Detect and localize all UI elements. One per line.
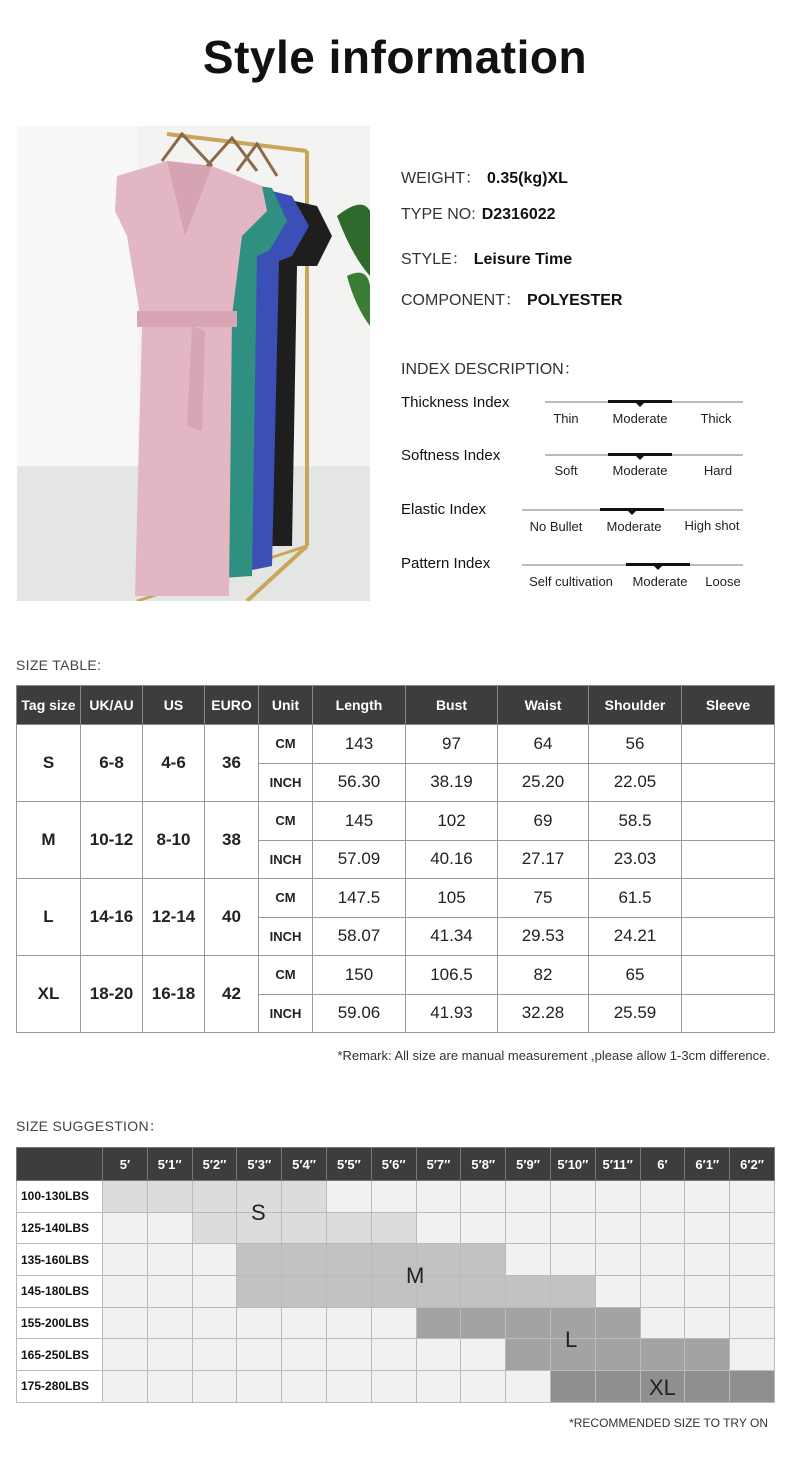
table-row: [17, 1212, 775, 1244]
table-row: [17, 1307, 775, 1339]
grid-cell: [416, 1307, 461, 1339]
table-cell: 4-6: [143, 725, 205, 802]
grid-cell: [685, 1276, 730, 1308]
height-header: 5′1″: [147, 1148, 192, 1181]
table-cell: 41.93: [406, 994, 498, 1033]
table-cell: INCH: [259, 840, 313, 879]
pattern-index-label: Pattern Index: [401, 555, 491, 572]
grid-cell: [730, 1276, 775, 1308]
table-cell: 56: [589, 725, 682, 764]
table-row: [17, 879, 775, 918]
grid-cell: [506, 1371, 551, 1403]
table-cell: 32.28: [498, 994, 589, 1033]
height-header: 5′3″: [237, 1148, 282, 1181]
grid-cell: [326, 1276, 371, 1308]
grid-cell: [326, 1371, 371, 1403]
suggestion-size-xl: XL: [649, 1375, 676, 1400]
height-header: 5′10″: [550, 1148, 595, 1181]
table-cell: 75: [498, 879, 589, 918]
height-header: 5′11″: [595, 1148, 640, 1181]
size-table-header: [17, 686, 775, 725]
softness-option-soft: Soft: [554, 463, 578, 478]
grid-cell: [595, 1339, 640, 1371]
table-row: [17, 1181, 775, 1213]
size-suggestion-label: SIZE SUGGESTION：: [16, 1118, 164, 1134]
grid-cell: [282, 1307, 327, 1339]
grid-cell: [416, 1371, 461, 1403]
grid-cell: [506, 1181, 551, 1213]
height-header: 5′5″: [326, 1148, 371, 1181]
header-cell: Waist: [498, 686, 589, 725]
grid-cell: [237, 1307, 282, 1339]
table-cell: 97: [406, 725, 498, 764]
weight-label: 125-140LBS: [17, 1212, 103, 1244]
thickness-option-moderate: Moderate: [612, 411, 668, 426]
suggestion-footnote: *RECOMMENDED SIZE TO TRY ON: [569, 1416, 768, 1430]
table-cell: 22.05: [589, 763, 682, 802]
product-photo: [17, 126, 370, 601]
header-cell: UK/AU: [81, 686, 143, 725]
grid-cell: [371, 1339, 416, 1371]
grid-cell: [550, 1181, 595, 1213]
table-cell: 8-10: [143, 802, 205, 879]
grid-cell: [640, 1307, 685, 1339]
height-header: 5′7″: [416, 1148, 461, 1181]
grid-cell: [685, 1307, 730, 1339]
grid-cell: [506, 1244, 551, 1276]
thickness-option-thin: Thin: [553, 411, 579, 426]
grid-cell: [640, 1181, 685, 1213]
grid-cell: [640, 1339, 685, 1371]
suggestion-size-m: M: [406, 1263, 425, 1288]
elastic-index-pointer: [628, 511, 636, 515]
elastic-option-high-shot: High shot: [684, 518, 740, 533]
table-cell: [682, 725, 775, 764]
table-cell: INCH: [259, 917, 313, 956]
grid-cell: [147, 1339, 192, 1371]
height-header: 5′2″: [192, 1148, 237, 1181]
grid-cell: [371, 1371, 416, 1403]
table-cell: 57.09: [313, 840, 406, 879]
grid-cell: [147, 1181, 192, 1213]
grid-cell: [685, 1244, 730, 1276]
table-cell: 27.17: [498, 840, 589, 879]
pattern-option-self-cultivation: Self cultivation: [529, 574, 613, 589]
grid-cell: [103, 1307, 148, 1339]
header-cell: Unit: [259, 686, 313, 725]
grid-cell: [282, 1276, 327, 1308]
size-suggestion-grid: [16, 1147, 775, 1403]
grid-cell: [282, 1244, 327, 1276]
elastic-option-moderate: Moderate: [606, 519, 662, 534]
table-cell: 82: [498, 956, 589, 995]
table-cell: 69: [498, 802, 589, 841]
table-cell: CM: [259, 956, 313, 995]
grid-cell: [192, 1371, 237, 1403]
height-header: 6′2″: [730, 1148, 775, 1181]
table-cell: 10-12: [81, 802, 143, 879]
header-cell-empty: [17, 1148, 103, 1181]
grid-cell: [147, 1276, 192, 1308]
weight-label: 155-200LBS: [17, 1307, 103, 1339]
table-cell: 145: [313, 802, 406, 841]
size-table-label: SIZE TABLE:: [16, 657, 102, 673]
grid-cell: [103, 1276, 148, 1308]
table-cell: [682, 956, 775, 995]
table-cell: 6-8: [81, 725, 143, 802]
grid-cell: [416, 1339, 461, 1371]
grid-cell: [282, 1181, 327, 1213]
info-label: STYLE：: [401, 251, 468, 268]
table-row: [17, 1276, 775, 1308]
grid-cell: [237, 1339, 282, 1371]
suggestion-size-l: L: [565, 1327, 578, 1352]
height-header: 5′4″: [282, 1148, 327, 1181]
grid-cell: [416, 1181, 461, 1213]
grid-cell: [461, 1181, 506, 1213]
header-cell: US: [143, 686, 205, 725]
grid-cell: [103, 1244, 148, 1276]
grid-cell: [550, 1276, 595, 1308]
suggestion-size-s: S: [251, 1200, 266, 1225]
grid-cell: [192, 1339, 237, 1371]
grid-cell: [730, 1371, 775, 1403]
header-cell: Shoulder: [589, 686, 682, 725]
thickness-option-thick: Thick: [700, 411, 732, 426]
table-cell: 41.34: [406, 917, 498, 956]
header-cell: Sleeve: [682, 686, 775, 725]
grid-cell: [192, 1276, 237, 1308]
grid-cell: [506, 1212, 551, 1244]
table-row: [17, 956, 775, 995]
grid-cell: [326, 1307, 371, 1339]
table-cell: 106.5: [406, 956, 498, 995]
grid-cell: [237, 1371, 282, 1403]
grid-cell: [192, 1181, 237, 1213]
grid-cell: [103, 1212, 148, 1244]
table-cell: [682, 763, 775, 802]
table-cell: 25.59: [589, 994, 682, 1033]
info-label: WEIGHT：: [401, 170, 481, 187]
grid-cell: [192, 1244, 237, 1276]
softness-index-pointer: [636, 456, 644, 460]
table-cell: 143: [313, 725, 406, 764]
grid-cell: [595, 1212, 640, 1244]
grid-cell: [506, 1307, 551, 1339]
info-style: [401, 246, 572, 269]
table-cell: S: [17, 725, 81, 802]
table-cell: CM: [259, 802, 313, 841]
grid-cell: [730, 1212, 775, 1244]
table-row: [17, 1244, 775, 1276]
pattern-option-moderate: Moderate: [632, 574, 688, 589]
header-cell: Bust: [406, 686, 498, 725]
height-header: 6′: [640, 1148, 685, 1181]
table-cell: CM: [259, 879, 313, 918]
table-cell: XL: [17, 956, 81, 1033]
grid-cell: [595, 1276, 640, 1308]
grid-cell: [326, 1339, 371, 1371]
table-cell: 16-18: [143, 956, 205, 1033]
grid-cell: [595, 1371, 640, 1403]
table-cell: 105: [406, 879, 498, 918]
softness-option-hard: Hard: [703, 463, 733, 478]
grid-cell: [506, 1276, 551, 1308]
thickness-index-pointer: [636, 403, 644, 407]
info-value: D2316022: [481, 206, 556, 223]
table-cell: CM: [259, 725, 313, 764]
elastic-index-label: Elastic Index: [401, 501, 487, 518]
grid-cell: [237, 1276, 282, 1308]
grid-cell: [550, 1212, 595, 1244]
pattern-option-loose: Loose: [705, 574, 741, 589]
grid-cell: [640, 1276, 685, 1308]
table-cell: 14-16: [81, 879, 143, 956]
grid-cell: [326, 1244, 371, 1276]
grid-cell: [640, 1212, 685, 1244]
grid-cell: [730, 1244, 775, 1276]
grid-cell: [461, 1307, 506, 1339]
grid-cell: [730, 1181, 775, 1213]
grid-cell: [595, 1244, 640, 1276]
table-cell: L: [17, 879, 81, 956]
grid-cell: [730, 1307, 775, 1339]
grid-cell: [461, 1371, 506, 1403]
table-cell: M: [17, 802, 81, 879]
table-cell: 40: [205, 879, 259, 956]
info-label: TYPE NO:: [401, 206, 476, 223]
grid-cell: [461, 1244, 506, 1276]
info-type-no: [401, 206, 556, 224]
weight-label: 135-160LBS: [17, 1244, 103, 1276]
softness-index-label: Softness Index: [401, 447, 501, 464]
weight-label: 100-130LBS: [17, 1181, 103, 1213]
grid-cell: [192, 1212, 237, 1244]
grid-cell: [371, 1307, 416, 1339]
grid-cell: [461, 1339, 506, 1371]
height-header: 6′1″: [685, 1148, 730, 1181]
grid-cell: [461, 1276, 506, 1308]
table-row: [17, 802, 775, 841]
grid-cell: [506, 1339, 551, 1371]
table-cell: 25.20: [498, 763, 589, 802]
table-cell: 23.03: [589, 840, 682, 879]
height-header: 5′6″: [371, 1148, 416, 1181]
grid-cell: [103, 1181, 148, 1213]
table-cell: 150: [313, 956, 406, 995]
grid-cell: [730, 1339, 775, 1371]
table-cell: 65: [589, 956, 682, 995]
table-cell: [682, 917, 775, 956]
table-cell: [682, 840, 775, 879]
grid-cell: [147, 1244, 192, 1276]
grid-cell: [147, 1371, 192, 1403]
grid-cell: [640, 1244, 685, 1276]
thickness-index-label: Thickness Index: [401, 394, 510, 411]
grid-cell: [685, 1181, 730, 1213]
table-cell: INCH: [259, 994, 313, 1033]
grid-cell: [595, 1307, 640, 1339]
grid-cell: [326, 1212, 371, 1244]
table-cell: 59.06: [313, 994, 406, 1033]
weight-label: 165-250LBS: [17, 1339, 103, 1371]
table-cell: INCH: [259, 763, 313, 802]
table-cell: 147.5: [313, 879, 406, 918]
grid-cell: [147, 1212, 192, 1244]
table-cell: 58.07: [313, 917, 406, 956]
grid-cell: [685, 1371, 730, 1403]
grid-cell: [371, 1181, 416, 1213]
grid-cell: [103, 1339, 148, 1371]
info-component: [401, 287, 622, 310]
info-label: COMPONENT：: [401, 292, 522, 309]
info-weight: [401, 165, 568, 188]
table-cell: [682, 879, 775, 918]
grid-cell: [237, 1244, 282, 1276]
index-heading: INDEX DESCRIPTION：: [401, 361, 580, 378]
elastic-option-no-bullet: No Bullet: [529, 519, 583, 534]
table-cell: 24.21: [589, 917, 682, 956]
table-cell: 29.53: [498, 917, 589, 956]
grid-cell: [416, 1212, 461, 1244]
table-cell: 58.5: [589, 802, 682, 841]
table-cell: 38: [205, 802, 259, 879]
table-cell: 40.16: [406, 840, 498, 879]
grid-cell: [282, 1371, 327, 1403]
table-cell: 61.5: [589, 879, 682, 918]
height-header: 5′: [103, 1148, 148, 1181]
softness-option-moderate: Moderate: [612, 463, 668, 478]
table-cell: 64: [498, 725, 589, 764]
table-cell: 56.30: [313, 763, 406, 802]
grid-cell: [371, 1212, 416, 1244]
info-value: Leisure Time: [473, 251, 573, 268]
table-cell: 18-20: [81, 956, 143, 1033]
table-cell: 38.19: [406, 763, 498, 802]
table-cell: 42: [205, 956, 259, 1033]
grid-cell: [685, 1339, 730, 1371]
size-table: [16, 685, 775, 1033]
pattern-index-pointer: [654, 566, 662, 570]
height-header: 5′8″: [461, 1148, 506, 1181]
table-row: [17, 725, 775, 764]
table-cell: 102: [406, 802, 498, 841]
grid-cell: [326, 1181, 371, 1213]
grid-cell: [282, 1339, 327, 1371]
grid-cell: [685, 1212, 730, 1244]
info-value: POLYESTER: [527, 292, 623, 309]
table-cell: 36: [205, 725, 259, 802]
grid-cell: [595, 1181, 640, 1213]
table-row: [17, 1339, 775, 1371]
grid-cell: [461, 1212, 506, 1244]
grid-cell: [550, 1371, 595, 1403]
table-cell: [682, 802, 775, 841]
size-remark: *Remark: All size are manual measurement ,please allow 1-3cm difference.: [337, 1048, 770, 1063]
grid-cell: [192, 1307, 237, 1339]
page-title: Style information: [202, 31, 588, 83]
weight-label: 175-280LBS: [17, 1371, 103, 1403]
header-cell: Length: [313, 686, 406, 725]
grid-cell: [550, 1244, 595, 1276]
height-header: 5′9″: [506, 1148, 551, 1181]
table-cell: 12-14: [143, 879, 205, 956]
table-cell: [682, 994, 775, 1033]
jumpsuit-rack-image: [17, 126, 370, 601]
suggestion-header-row: [17, 1148, 775, 1181]
grid-cell: [103, 1371, 148, 1403]
weight-label: 145-180LBS: [17, 1276, 103, 1308]
header-cell: Tag size: [17, 686, 81, 725]
info-value: 0.35(kg)XL: [487, 170, 568, 187]
grid-cell: [282, 1212, 327, 1244]
header-cell: EURO: [205, 686, 259, 725]
grid-cell: [147, 1307, 192, 1339]
